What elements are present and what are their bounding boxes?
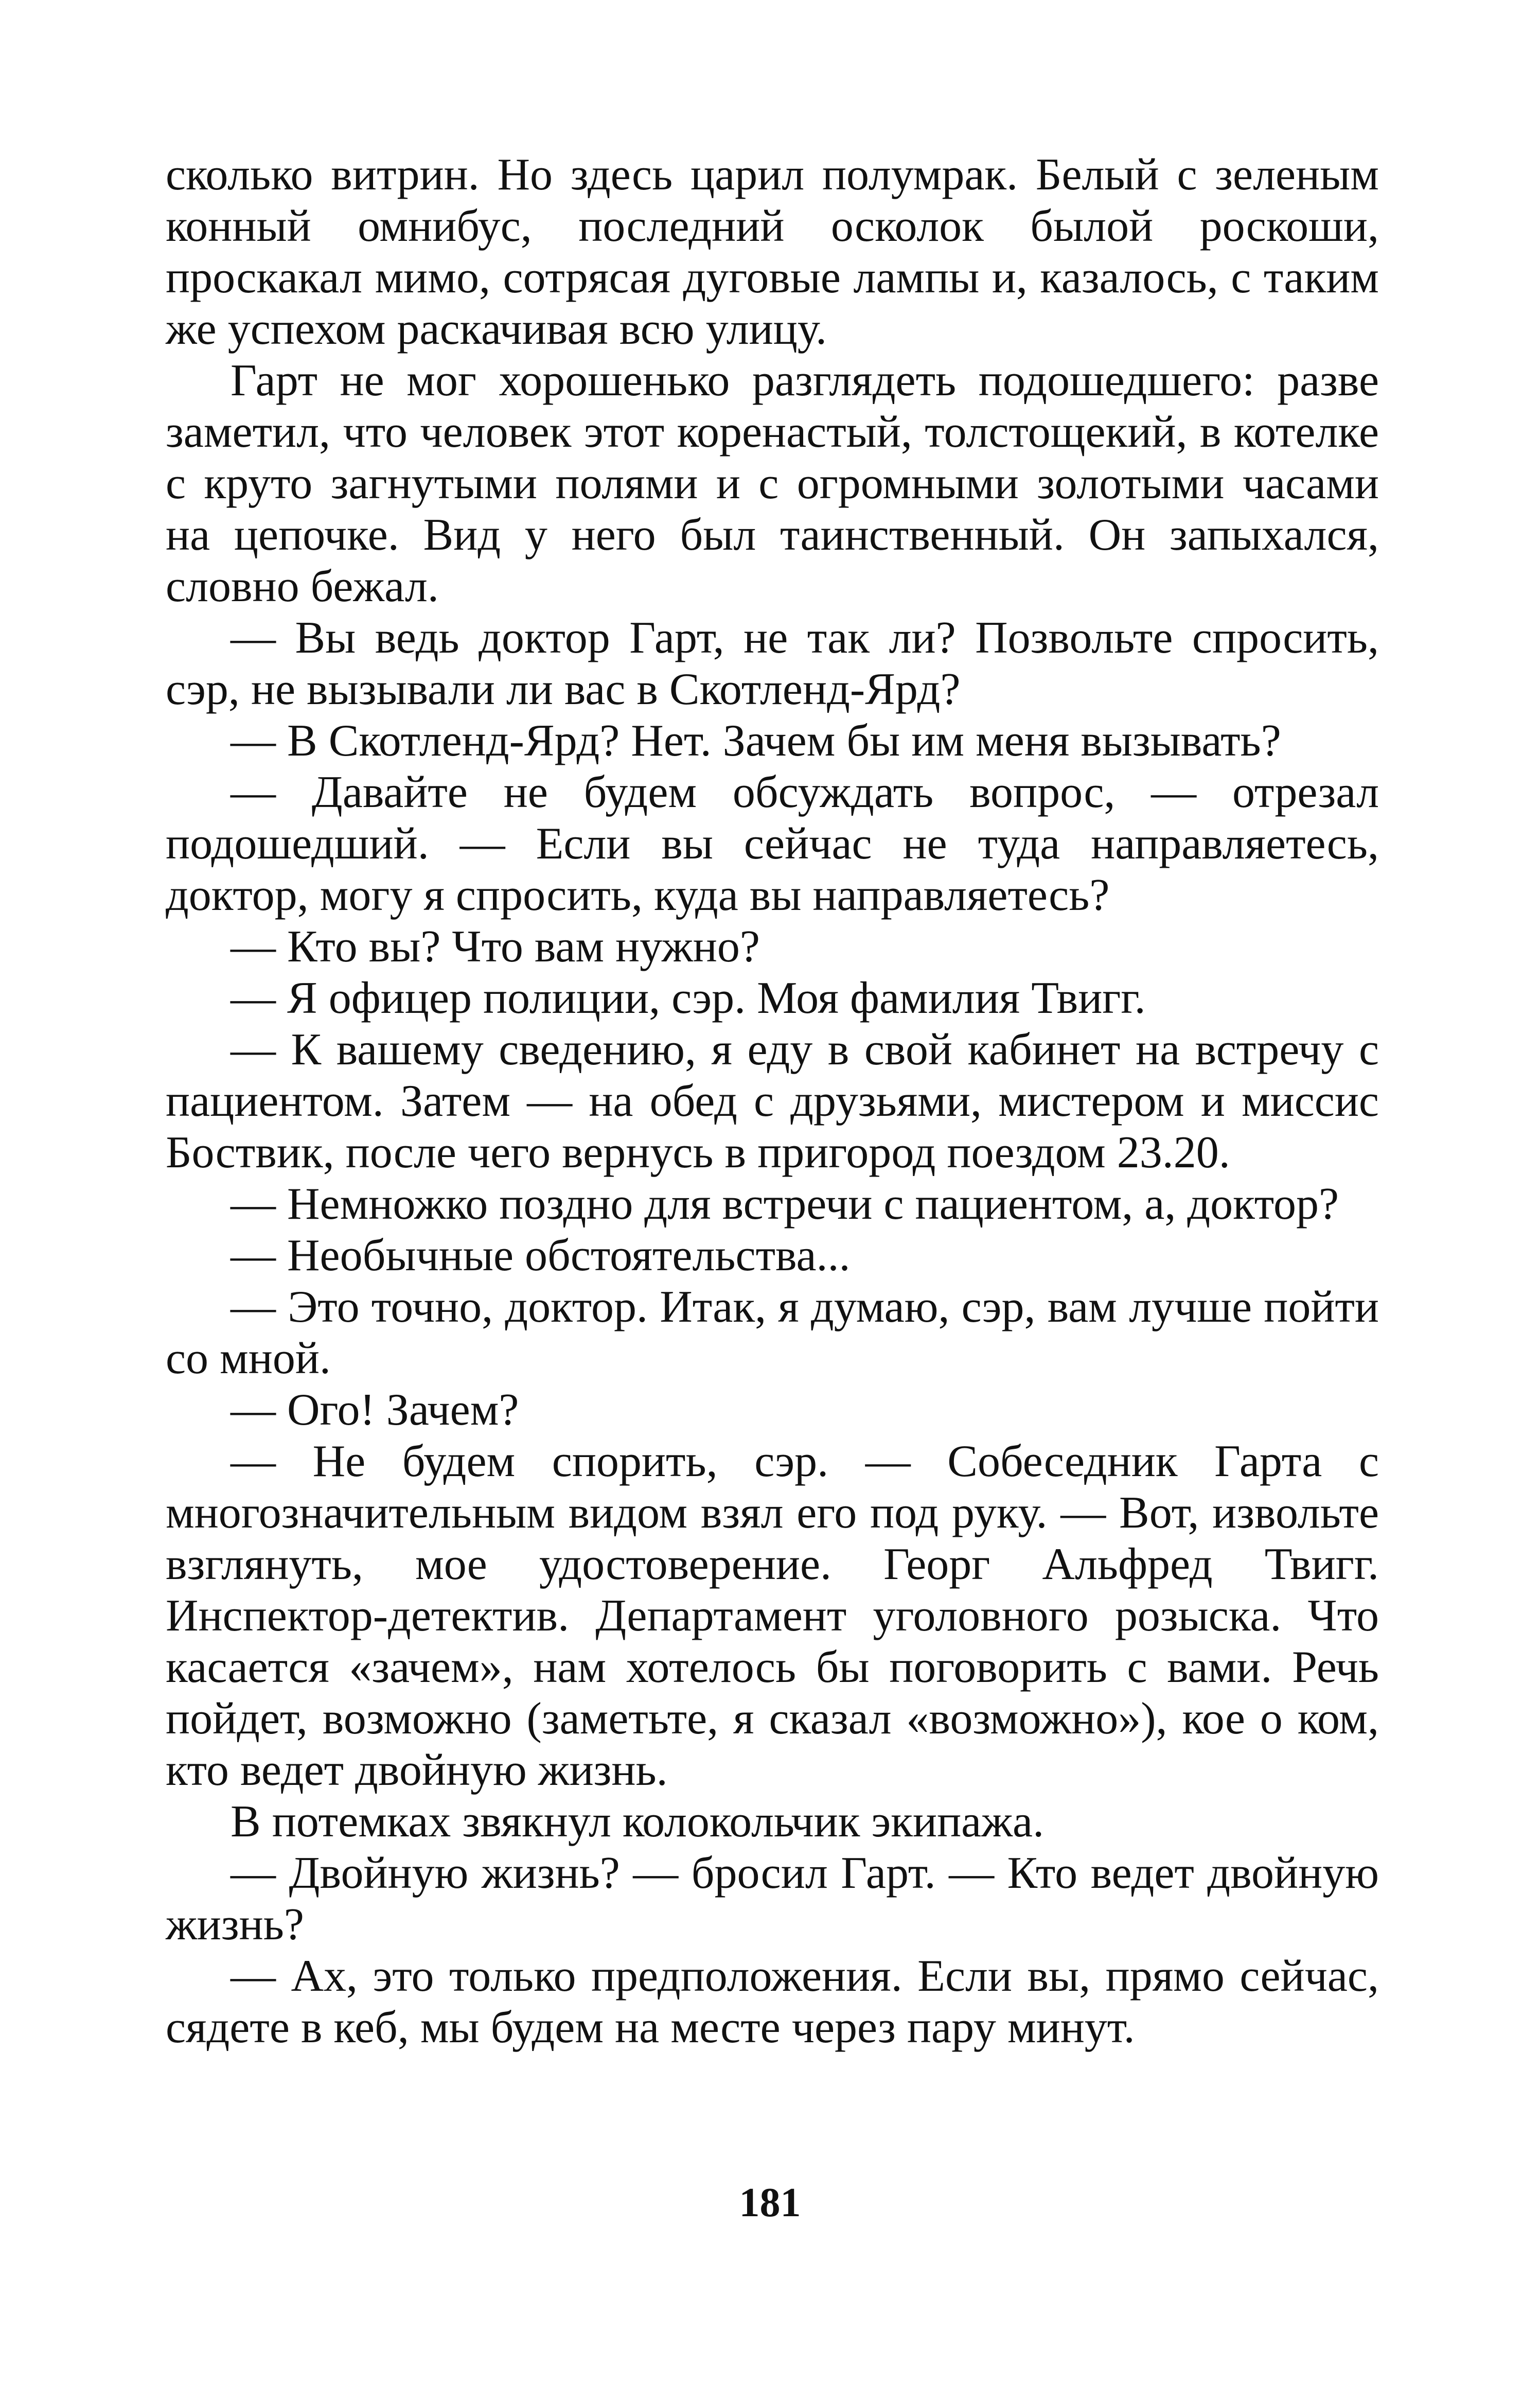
paragraph-14: В потемках звякнул колокольчик экипажа. xyxy=(231,1797,1045,1847)
paragraph-2: Гарт не мог хорошенько разглядеть подошедшего: разве заметил, что человек этот коренастый, толстощекий, в котелке с круто загнутыми полями и с огромными золотыми часами на цепочке. Вид у него был таинственный. Он запыхался, словно бежал. xyxy=(166,356,1379,611)
paragraph-1: сколько витрин. Но здесь царил полумрак. Белый с зеленым конный омнибус, последний осколок былой роскоши, проскакал мимо, сотрясая дуговые лампы и, казалось, с таким же успехом раскачивая всю улицу. xyxy=(166,150,1379,354)
paragraph-15: — Двойную жизнь? — бросил Гарт. — Кто ведет двойную жизнь? xyxy=(166,1848,1379,1950)
paragraph-13: — Не будем спорить, сэр. — Собеседник Гарта с многозначительным видом взял его под руку. — Вот, извольте взглянуть, мое удостоверение. Георг Альфред Твигг. Инспектор-детектив. Департамент уголовного розыска. Что касается «зачем», нам хотелось бы поговорить с вами. Речь пойдет, возможно (заметьте, я сказал «возможно»), кое о ком, кто ведет двойную жизнь. xyxy=(166,1436,1379,1795)
paragraph-7: — Я офицер полиции, сэр. Моя фамилия Твигг. xyxy=(231,973,1146,1023)
paragraph-6: — Кто вы? Что вам нужно? xyxy=(231,922,760,972)
paragraph-3: — Вы ведь доктор Гарт, не так ли? Позвольте спросить, сэр, не вызывали ли вас в Скотленд-Ярд? xyxy=(166,613,1379,714)
paragraph-4: — В Скотленд-Ярд? Нет. Зачем бы им меня вызывать? xyxy=(231,716,1281,766)
paragraph-12: — Ого! Зачем? xyxy=(231,1385,519,1435)
paragraph-16: — Ах, это только предположения. Если вы, прямо сейчас, сядете в кеб, мы будем на месте через пару минут. xyxy=(166,1951,1379,2053)
paragraph-11: — Это точно, доктор. Итак, я думаю, сэр, вам лучше пойти со мной. xyxy=(166,1282,1379,1383)
body-text xyxy=(166,149,1379,2054)
paragraph-8: — К вашему сведению, я еду в свой кабинет на встречу с пациентом. Затем — на обед с друзьями, мистером и миссис Боствик, после чего вернусь в пригород поездом 23.20. xyxy=(166,1025,1379,1178)
paragraph-9: — Немножко поздно для встречи с пациентом, а, доктор? xyxy=(231,1179,1339,1229)
paragraph-5: — Давайте не будем обсуждать вопрос, — отрезал подошедший. — Если вы сейчас не туда направляетесь, доктор, могу я спросить, куда вы направляетесь? xyxy=(166,767,1379,920)
paragraph-10: — Необычные обстоятельства... xyxy=(231,1231,851,1281)
page-number: 181 xyxy=(739,2180,801,2225)
